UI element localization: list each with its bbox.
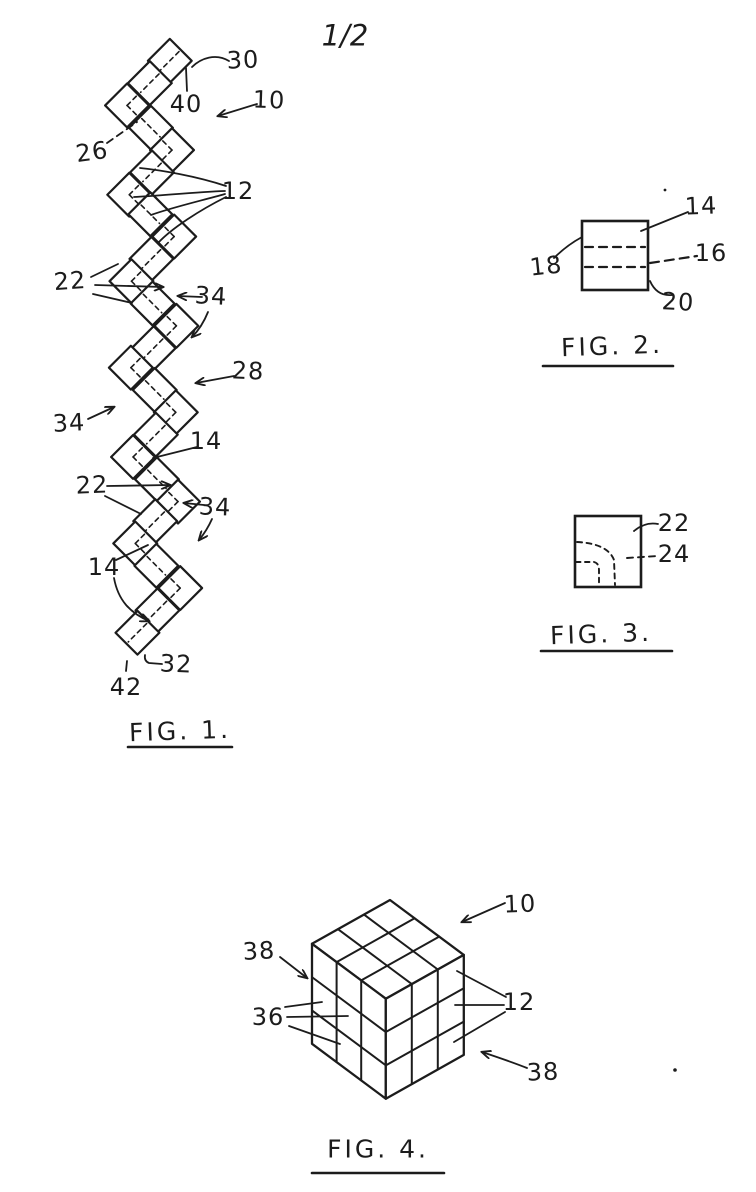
fig1-label-12: 12 bbox=[221, 177, 255, 205]
leader-22-upper-a bbox=[91, 264, 118, 277]
scan-speckles bbox=[664, 189, 677, 1072]
fig4-label-12: 12 bbox=[502, 988, 536, 1016]
leader-34-lower-b bbox=[199, 519, 212, 540]
fig2-label-20: 20 bbox=[661, 287, 695, 317]
fig4-label-38-upper: 38 bbox=[242, 936, 276, 966]
fig3-caption: FIG. 3. bbox=[549, 617, 653, 651]
fig1-label-14-upper: 14 bbox=[189, 427, 223, 455]
fig2-square bbox=[582, 221, 648, 290]
leader-34-left bbox=[88, 407, 114, 419]
leader-22-lower-a bbox=[107, 485, 170, 486]
fig1-label-34-right-lower: 34 bbox=[198, 492, 232, 522]
sheet-number: 1/2 bbox=[321, 18, 369, 53]
leader-fig4-10 bbox=[462, 903, 505, 922]
fig1-label-42: 42 bbox=[109, 673, 143, 701]
leader-36-b bbox=[287, 1016, 348, 1017]
leader-42 bbox=[126, 661, 127, 671]
fig4-label-38-lower: 38 bbox=[526, 1057, 560, 1087]
leader-38-upper bbox=[280, 957, 307, 978]
fig2-label-18: 18 bbox=[528, 250, 564, 282]
fig4-cube-drawing bbox=[312, 900, 464, 1099]
fig1-label-26: 26 bbox=[73, 135, 111, 169]
leader-arrow-10 bbox=[218, 104, 257, 116]
fig2-label-14: 14 bbox=[684, 191, 718, 221]
fig4-label-36: 36 bbox=[251, 1003, 285, 1031]
fig1-label-22-lower: 22 bbox=[75, 470, 109, 500]
fig4-label-10: 10 bbox=[503, 889, 537, 919]
speckle-dot bbox=[673, 1068, 677, 1072]
fig3-label-24: 24 bbox=[657, 540, 691, 568]
fig1-label-40: 40 bbox=[169, 90, 203, 118]
leader-16 bbox=[650, 256, 697, 263]
fig1-label-34-left: 34 bbox=[52, 408, 86, 438]
leader-22-lower-b bbox=[105, 496, 141, 514]
leader-40 bbox=[186, 68, 187, 91]
fig2-caption: FIG. 2. bbox=[560, 329, 664, 363]
fig1-caption: FIG. 1. bbox=[128, 714, 232, 748]
fig1-label-14-lower: 14 bbox=[87, 553, 121, 581]
fig1-label-10: 10 bbox=[252, 85, 286, 115]
fig4-caption: FIG. 4. bbox=[327, 1134, 429, 1164]
speckle-dot bbox=[664, 189, 667, 192]
leader-28 bbox=[196, 376, 234, 383]
fig1-label-22-upper: 22 bbox=[52, 265, 88, 297]
fig1-label-34-right-upper: 34 bbox=[194, 281, 228, 311]
fig3-label-22: 22 bbox=[657, 509, 691, 537]
leader-38-lower bbox=[482, 1052, 527, 1068]
fig1-label-32: 32 bbox=[159, 649, 193, 679]
fig2-label-16: 16 bbox=[694, 239, 728, 267]
fig1-label-30: 30 bbox=[226, 45, 260, 75]
leader-30 bbox=[192, 57, 229, 67]
fig1-label-28: 28 bbox=[231, 356, 265, 386]
